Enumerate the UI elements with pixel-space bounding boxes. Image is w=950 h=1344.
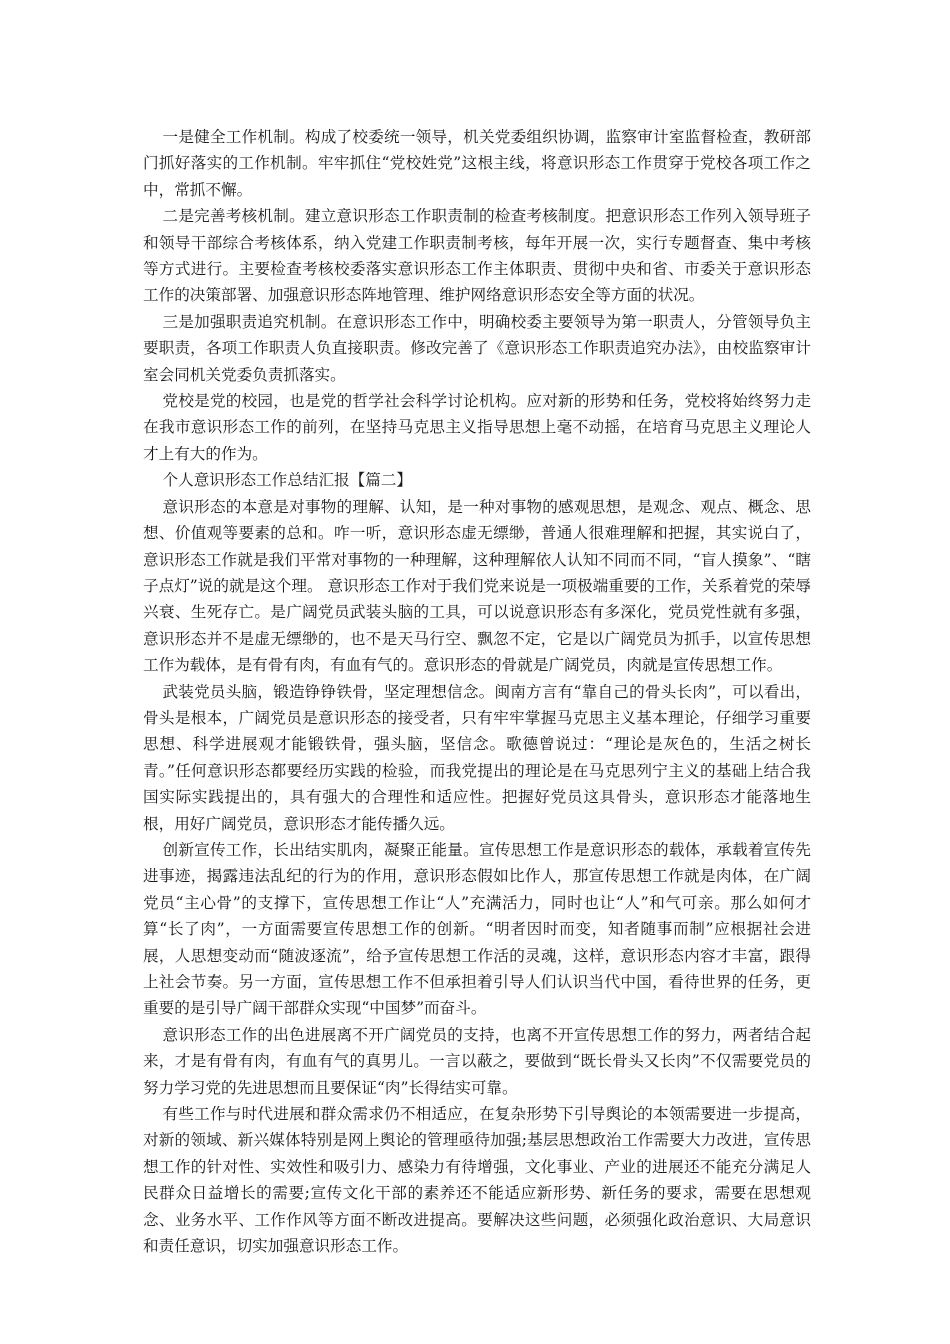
paragraph-party-school-summary: 党校是党的校园，也是党的哲学社会科学讨论机构。应对新的形势和任务，党校将始终努力走在我市意识形态工作的前列，在坚持马克思主义指导思想上毫不动摇，在培育马克思主义理论人才上有大的作为。	[143, 392, 811, 463]
paragraph-bone-and-flesh: 意识形态工作的出色进展离不开广阔党员的支持，也离不开宣传思想工作的努力，两者结合起来，才是有骨有肉，有血有气的真男儿。一言以蔽之，要做到“既长骨头又长肉”不仅需要党员的努力学习党的先进思想而且要保证“肉”长得结实可靠。	[143, 1025, 811, 1097]
paragraph-arm-members-minds: 武装党员头脑，锻造铮铮铁骨，坚定理想信念。闽南方言有“靠自己的骨头长肉”，可以看出，骨头是根本，广阔党员是意识形态的接受者，只有牢牢掌握马克思主义基本理论，仔细学习重要思想、科学进展观才能锻铁骨，强头脑，坚信念。歌德曾说过：“理论是灰色的，生活之树长青。”任何意识形态都要经历实践的检验，而我党提出的理论是在马克思列宁主义的基础上结合我国实际实践提出的，具有强大的合理性和适应性。把握好党员这具骨头，意识形态才能落地生根，用好广阔党员，意识形态才能传播久远。	[143, 682, 811, 833]
paragraph-working-mechanism: 一是健全工作机制。构成了校委统一领导，机关党委组织协调，监察审计室监督检查，教研部门抓好落实的工作机制。牢牢抓住“党校姓党”这根主线，将意识形态工作贯穿于党校各项工作之中，常抓不懈。	[143, 128, 811, 199]
section-heading: 个人意识形态工作总结汇报【篇二】	[162, 471, 413, 490]
paragraph-innovate-propaganda: 创新宣传工作，长出结实肌肉，凝聚正能量。宣传思想工作是意识形态的载体，承载着宣传先进事迹，揭露违法乱纪的行为的作用，意识形态假如比作人，那宣传思想工作就是肉体，在广阔党员“主心骨”的支撑下，宣传思想工作让“人”充满活力，同时也让“人”和气可亲。那么如何才算“长了肉”，一方面需要宣传思想工作的创新。“明者因时而变，知者随事而制”应根据社会进展，人思想变动而“随波逐流”，给予宣传思想工作活的灵魂，这样，意识形态内容才丰富，跟得上社会节奏。另一方面，宣传思想工作不但承担着引导人们认识当代中国，看待世界的任务，更重要的是引导广阔干部群众实现“中国梦”而奋斗。	[143, 840, 811, 1018]
paragraph-assessment-mechanism: 二是完善考核机制。建立意识形态工作职责制的检查考核制度。把意识形态工作列入领导班子和领导干部综合考核体系，纳入党建工作职责制考核，每年开展一次，实行专题督查、集中考核等方式进行。主要检查考核校委落实意识形态工作主体职责、贯彻中央和省、市委关于意识形态工作的决策部署、加强意识形态阵地管理、维护网络意识形态安全等方面的状况。	[143, 207, 811, 305]
document-body	[143, 124, 811, 1259]
paragraph-accountability-mechanism: 三是加强职责追究机制。在意识形态工作中，明确校委主要领导为第一职责人，分管领导负主要职责，各项工作职责人负直接职责。修改完善了《意识形态工作职责追究办法》，由校监察审计室会同机关党委负责抓落实。	[143, 312, 811, 384]
paragraph-ideology-meaning: 意识形态的本意是对事物的理解、认知，是一种对事物的感观思想，是观念、观点、概念、思想、价值观等要素的总和。咋一听，意识形态虚无缥缈，普通人很难理解和把握，其实说白了，意识形态工作就是我们平常对事物的一种理解，这种理解依人认知不同而不同，“盲人摸象”、“瞎子点灯”说的就是这个理。 意识形态工作对于我们党来说是一项极端重要的工作，关系着党的荣辱兴衰、生死存亡。是广阔党员武装头脑的工具，可以说意识形态有多深化，党员党性就有多强，意识形态并不是虚无缥缈的，也不是天马行空、飘忽不定，它是以广阔党员为抓手，以宣传思想工作为载体，是有骨有肉，有血有气的。意识形态的骨就是广阔党员，肉就是宣传思想工作。	[143, 497, 811, 675]
paragraph-problems-and-solutions: 有些工作与时代进展和群众需求仍不相适应，在复杂形势下引导舆论的本领需要进一步提高，对新的领域、新兴媒体特别是网上舆论的管理亟待加强;基层思想政治工作需要大力改进，宣传思想工作的针对性、实效性和吸引力、感染力有待增强，文化事业、产业的进展还不能充分满足人民群众日益增长的需要;宣传文化干部的素养还不能适应新形势、新任务的要求，需要在思想观念、业务水平、工作作风等方面不断改进提高。要解决这些问题，必须强化政治意识、大局意识和责任意识，切实加强意识形态工作。	[143, 1105, 811, 1256]
